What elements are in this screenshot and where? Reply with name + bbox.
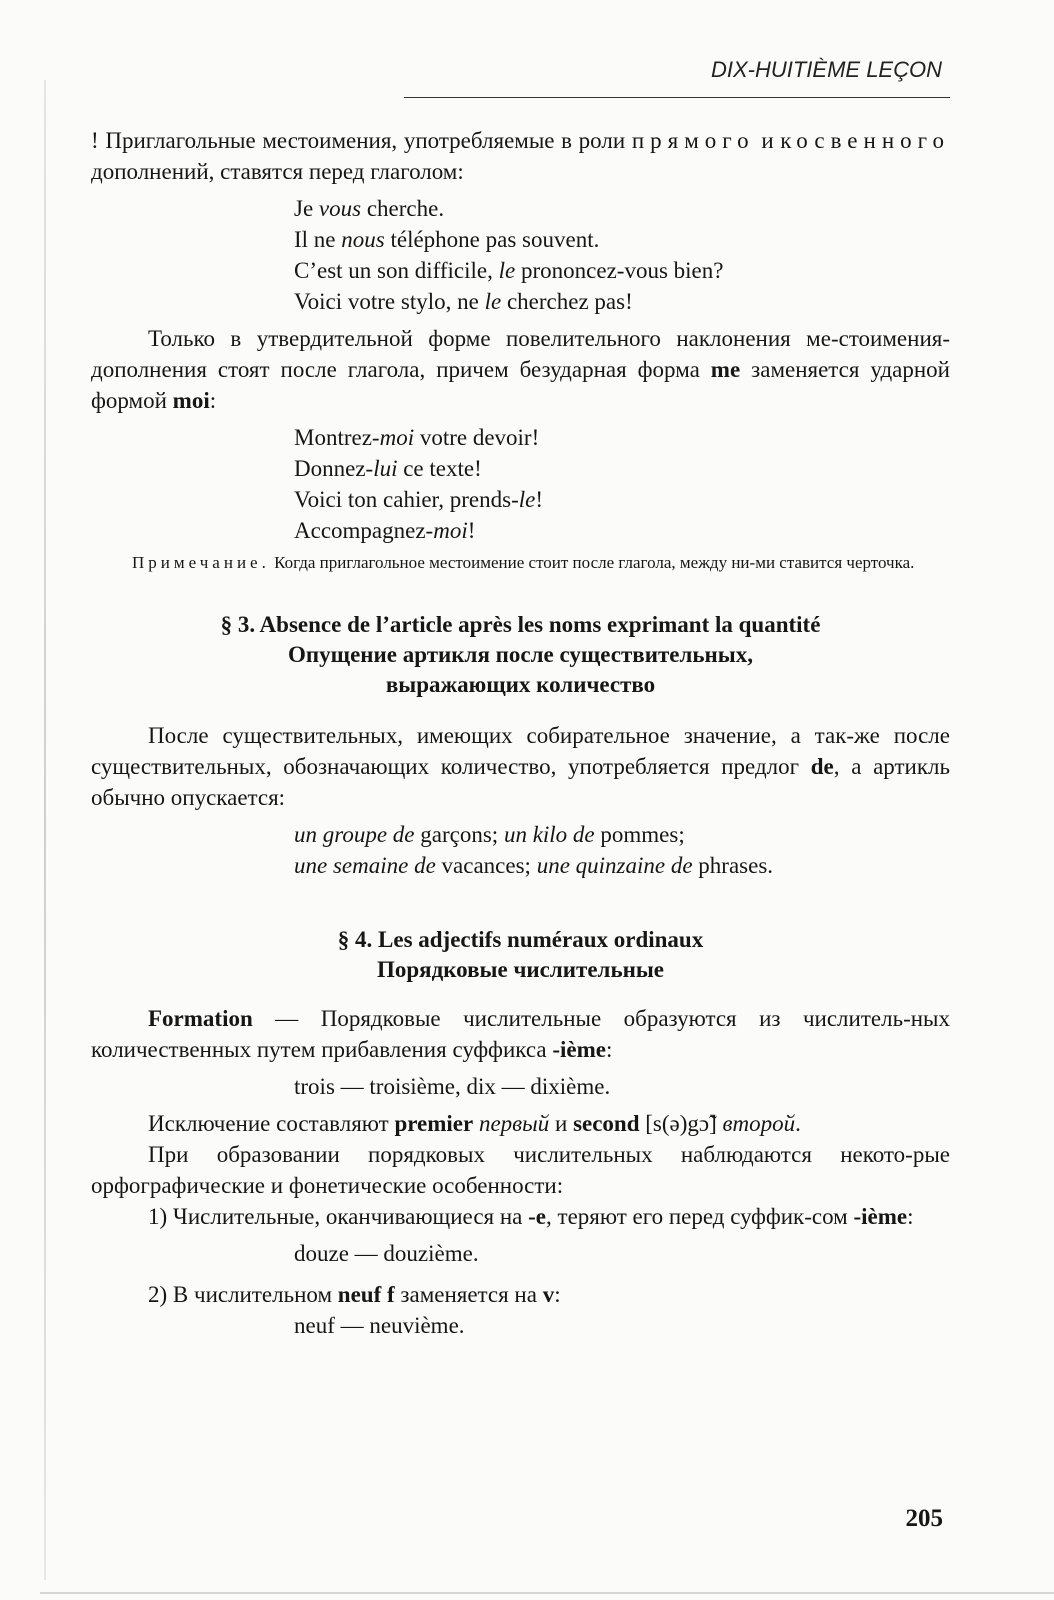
example-line: Je vous cherche. bbox=[294, 196, 445, 221]
section-3-heading: § 3. Absence de l’article après les noms exprimant la quantité Опущение артикля после существительных, выражающих количество bbox=[220, 612, 821, 697]
section-4-heading: § 4. Les adjectifs numéraux ordinaux Порядковые числительные bbox=[337, 927, 704, 982]
example-line: douze — douzième. bbox=[294, 1241, 479, 1266]
example-line: un groupe de garçons; un kilo de pommes; bbox=[294, 822, 685, 847]
example-line: C’est un son difficile, le prononcez-vous bien? bbox=[294, 258, 724, 283]
example-line: neuf — neuvième. bbox=[294, 1313, 465, 1338]
page-number: 205 bbox=[905, 1505, 943, 1532]
paragraph-rule-2: 2) В числительном neuf f заменяется на v: bbox=[148, 1282, 561, 1307]
running-head: DIX-HUITIÈME LEÇON bbox=[710, 57, 942, 82]
attention-mark: ! bbox=[91, 128, 99, 153]
example-block-4 bbox=[294, 1071, 950, 1102]
scan-margin-line bbox=[44, 80, 46, 1580]
page-content bbox=[91, 125, 950, 1341]
example-block-1 bbox=[294, 193, 950, 317]
example-line: Voici votre stylo, ne le cherchez pas! bbox=[294, 289, 633, 314]
example-block-5 bbox=[294, 1238, 950, 1269]
example-line: Voici ton cahier, prends-le! bbox=[294, 487, 544, 512]
paragraph-rule-1: 1) Числительные, оканчивающиеся на -e, теряют его перед суффик-сом -ième: bbox=[148, 1204, 914, 1229]
example-line: trois — troisième, dix — dixième. bbox=[294, 1074, 611, 1099]
example-block-3 bbox=[294, 819, 950, 881]
note-label: Примечание. bbox=[132, 553, 270, 572]
paragraph-peculiarities: При образовании порядковых числительных наблюдаются некото-рые орфографические и фонетические особенности: bbox=[91, 1142, 950, 1198]
scan-bottom-line bbox=[40, 1592, 1054, 1594]
example-line: Donnez-lui ce texte! bbox=[294, 456, 482, 481]
header-rule bbox=[404, 97, 950, 98]
paragraph-imperative: Только в утвердительной форме повелительного наклонения ме-стоимения-дополнения стоят после глагола, причем безударная форма me заменяется ударной формой moi: bbox=[91, 326, 950, 413]
example-line: une semaine de vacances; une quinzaine de phrases. bbox=[294, 853, 774, 878]
example-block-2 bbox=[294, 422, 950, 546]
paragraph-pronoun-position: ! Приглагольные местоимения, употребляемые в роли прямого и косвенного дополнений, ставятся перед глаголом: bbox=[91, 128, 950, 184]
paragraph-formation: Formation — Порядковые числительные образуются из числитель-ных количественных путем прибавления суффикса -ième: bbox=[91, 1006, 950, 1062]
paragraph-quantity: После существительных, имеющих собирательное значение, а так-же после существительных, обозначающих количество, употребляется предлог de, а артикль обычно опускается: bbox=[91, 723, 950, 810]
example-block-6 bbox=[294, 1310, 950, 1341]
note-paragraph: Примечание. Когда приглагольное местоимение стоит после глагола, между ни-ми ставится черточка. bbox=[132, 553, 915, 572]
example-line: Il ne nous téléphone pas souvent. bbox=[294, 227, 600, 252]
example-line: Montrez-moi votre devoir! bbox=[294, 425, 540, 450]
paragraph-exceptions: Исключение составляют premier первый и second [s(ə)gɔ̃] второй. bbox=[148, 1111, 801, 1136]
example-line: Accompagnez-moi! bbox=[294, 518, 476, 543]
